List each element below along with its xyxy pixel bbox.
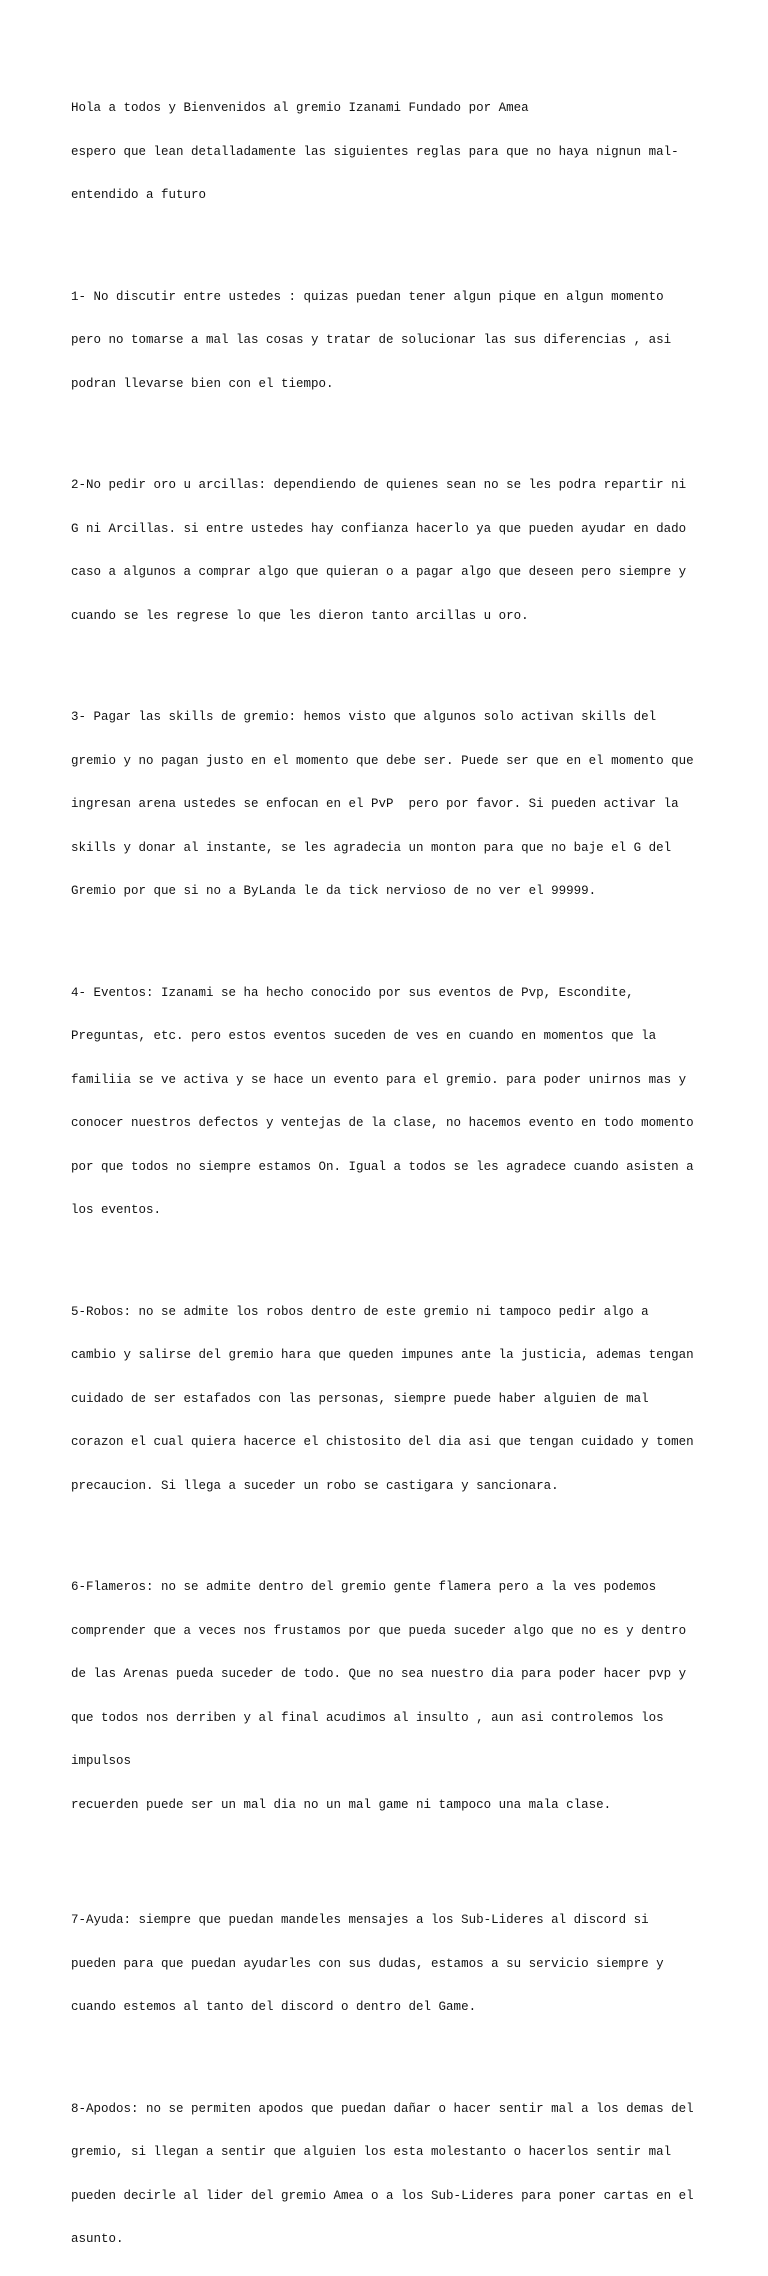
text-line: 7-Ayuda: siempre que puedan mandeles mensajes a los Sub-Lideres al discord si — [71, 1913, 649, 1927]
text-line: podran llevarse bien con el tiempo. — [71, 376, 334, 391]
text-line: cuando estemos al tanto del discord o dentro del Game. — [71, 2000, 477, 2014]
text-line: 3- Pagar las skills de gremio: hemos visto que algunos solo activan skills del — [71, 710, 657, 724]
text-line: espero que lean detalladamente las siguientes reglas para que no haya nignun mal- — [71, 144, 679, 159]
text-line: precaucion. Si llega a suceder un robo se castigara y sancionara. — [71, 1478, 559, 1493]
text-line: impulsos — [71, 1754, 132, 1768]
text-line: Gremio por que si no a ByLanda le da tick nervioso de no ver el 99999. — [71, 884, 597, 898]
text-line: comprender que a veces nos frustamos por que pueda suceder algo que no es y dentro — [71, 1623, 687, 1638]
text-line: por que todos no siempre estamos On. Igual a todos se les agradece cuando asisten a — [71, 1159, 694, 1174]
text-line: conocer nuestros defectos y ventejas de la clase, no hacemos evento en todo momento — [71, 1116, 694, 1130]
rule-3-paragraph — [71, 681, 711, 928]
document-page — [71, 72, 711, 2276]
text-line: gremio y no pagan justo en el momento que debe ser. Puede ser que en el momento que — [71, 753, 694, 768]
text-line: los eventos. — [71, 1203, 162, 1217]
rule-8-paragraph — [71, 2073, 711, 2276]
rule-6-paragraph — [71, 1551, 711, 1841]
text-line: asunto. — [71, 2232, 124, 2246]
text-line: cambio y salirse del gremio hara que queden impunes ante la justicia, ademas tengan — [71, 1348, 694, 1362]
text-line: cuando se les regrese lo que les dieron tanto arcillas u oro. — [71, 608, 529, 623]
intro-paragraph — [71, 72, 711, 232]
text-line: skills y donar al instante, se les agradecia un monton para que no baje el G del — [71, 840, 672, 855]
text-line: que todos nos derriben y al final acudimos al insulto , aun asi controlemos los — [71, 1710, 664, 1725]
text-line: ingresan arena ustedes se enfocan en el PvP pero por favor. Si pueden activar la — [71, 797, 679, 811]
rule-7-paragraph — [71, 1884, 711, 2044]
text-line: Preguntas, etc. pero estos eventos suceden de ves en cuando en momentos que la — [71, 1029, 657, 1043]
text-line: familiia se ve activa y se hace un evento para el gremio. para poder unirnos mas y — [71, 1072, 687, 1087]
text-line: caso a algunos a comprar algo que quieran o a pagar algo que deseen pero siempre y — [71, 565, 687, 579]
rule-2-paragraph — [71, 449, 711, 652]
text-line: G ni Arcillas. si entre ustedes hay confianza hacerlo ya que pueden ayudar en dado — [71, 521, 687, 536]
rule-4-paragraph — [71, 957, 711, 1247]
text-line: Hola a todos y Bienvenidos al gremio Izanami Fundado por Amea — [71, 101, 529, 115]
rule-1-paragraph — [71, 261, 711, 421]
text-line: corazon el cual quiera hacerce el chistosito del dia asi que tengan cuidado y tomen — [71, 1435, 694, 1449]
text-line: pueden decirle al lider del gremio Amea o a los Sub-Lideres para poner cartas en el — [71, 2188, 694, 2203]
text-line: 5-Robos: no se admite los robos dentro de este gremio ni tampoco pedir algo a — [71, 1304, 649, 1319]
text-line: recuerden puede ser un mal dia no un mal game ni tampoco una mala clase. — [71, 1797, 612, 1812]
text-line: pero no tomarse a mal las cosas y tratar de solucionar las sus diferencias , asi — [71, 333, 672, 347]
text-line: entendido a futuro — [71, 188, 207, 202]
text-line: de las Arenas pueda suceder de todo. Que no sea nuestro dia para poder hacer pvp y — [71, 1667, 687, 1681]
text-line: 6-Flameros: no se admite dentro del gremio gente flamera pero a la ves podemos — [71, 1580, 657, 1594]
text-line: 4- Eventos: Izanami se ha hecho conocido por sus eventos de Pvp, Escondite, — [71, 985, 634, 1000]
text-line: gremio, si llegan a sentir que alguien los esta molestanto o hacerlos sentir mal — [71, 2145, 672, 2159]
text-line: 1- No discutir entre ustedes : quizas puedan tener algun pique en algun momento — [71, 289, 664, 304]
text-line: 8-Apodos: no se permiten apodos que puedan dañar o hacer sentir mal a los demas del — [71, 2101, 694, 2116]
rule-5-paragraph — [71, 1276, 711, 1523]
text-line: 2-No pedir oro u arcillas: dependiendo de quienes sean no se les podra repartir ni — [71, 478, 687, 492]
text-line: cuidado de ser estafados con las personas, siempre puede haber alguien de mal — [71, 1391, 649, 1406]
text-line: pueden para que puedan ayudarles con sus dudas, estamos a su servicio siempre y — [71, 1956, 664, 1971]
